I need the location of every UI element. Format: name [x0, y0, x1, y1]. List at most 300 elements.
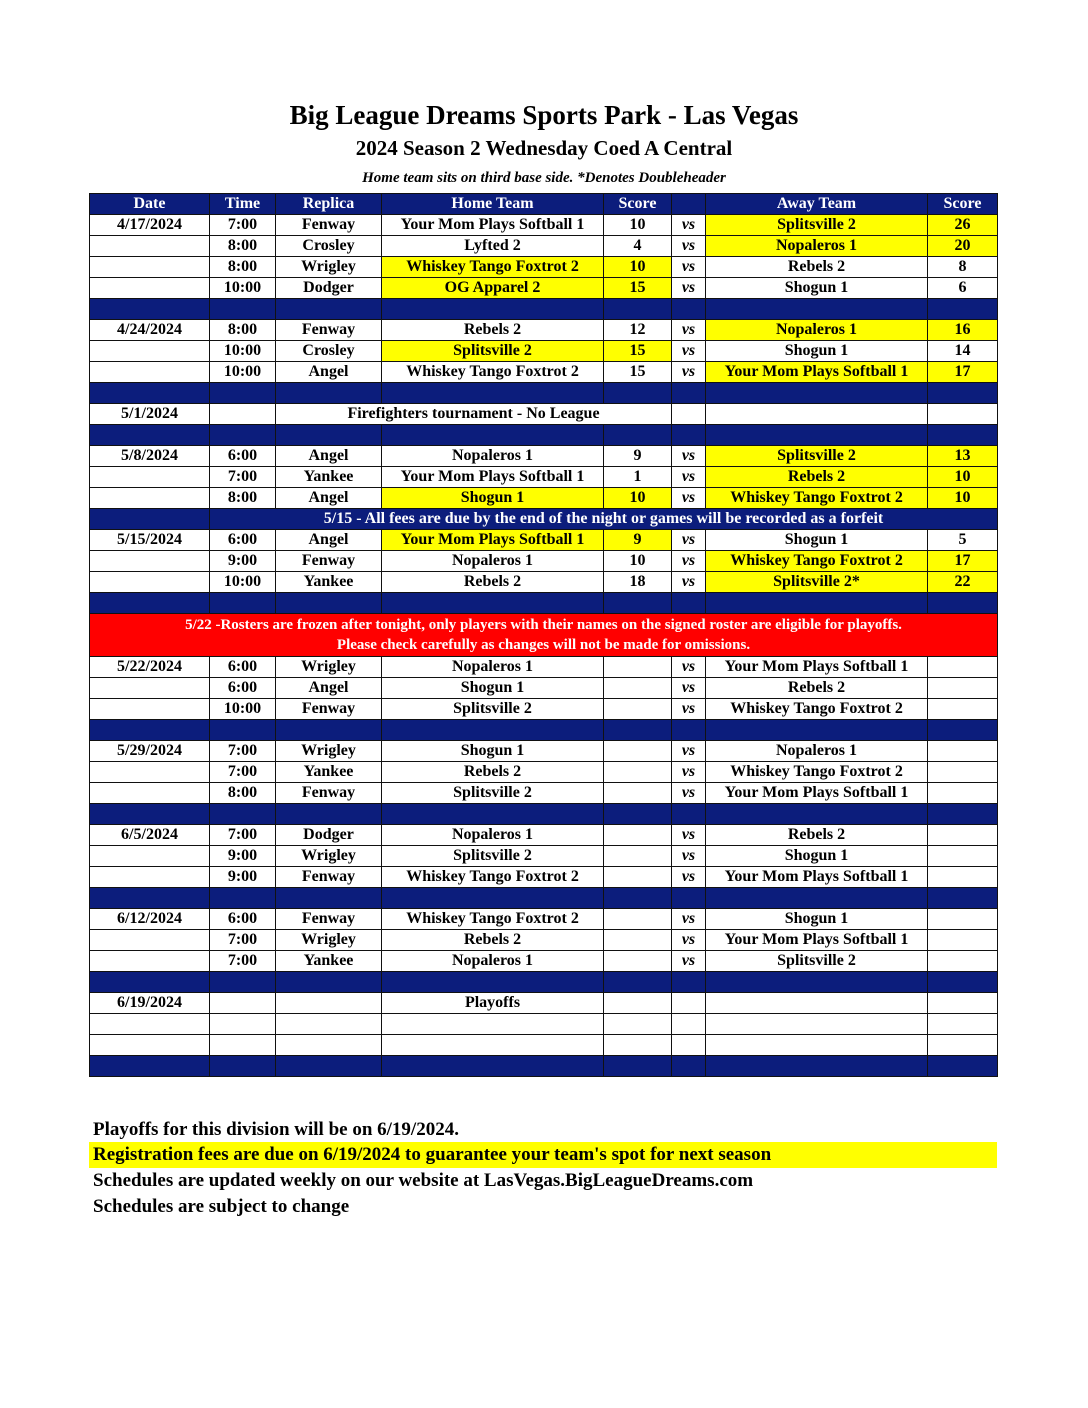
game-date — [90, 951, 210, 972]
home-score: 18 — [604, 572, 672, 593]
separator-cell — [382, 383, 604, 404]
away-team: Shogun 1 — [706, 278, 928, 299]
game-row — [90, 320, 998, 341]
empty-cell — [706, 1014, 928, 1035]
away-team: Rebels 2 — [706, 825, 928, 846]
empty-cell — [604, 1035, 672, 1056]
game-date — [90, 867, 210, 888]
game-time — [210, 993, 276, 1014]
away-score — [928, 657, 998, 678]
separator-cell — [672, 299, 706, 320]
separator-cell — [928, 299, 998, 320]
col-vs — [672, 194, 706, 215]
page-subtitle: 2024 Season 2 Wednesday Coed A Central — [355, 136, 733, 160]
vs-label: vs — [672, 930, 706, 951]
home-score — [604, 783, 672, 804]
col-home-score: Score — [604, 194, 672, 215]
game-time: 8:00 — [210, 320, 276, 341]
vs-label: vs — [672, 783, 706, 804]
separator-cell — [672, 383, 706, 404]
home-team: Splitsville 2 — [382, 846, 604, 867]
empty-cell — [706, 993, 928, 1014]
empty-cell — [604, 993, 672, 1014]
game-date: 4/17/2024 — [90, 215, 210, 236]
game-field: Wrigley — [276, 257, 382, 278]
home-score — [604, 825, 672, 846]
away-score: 17 — [928, 362, 998, 383]
game-row — [90, 572, 998, 593]
empty-cell — [210, 1014, 276, 1035]
footer-change-note: Schedules are subject to change — [93, 1196, 350, 1217]
game-field: Yankee — [276, 467, 382, 488]
away-score — [928, 783, 998, 804]
separator-cell — [210, 1056, 276, 1077]
empty-cell — [928, 993, 998, 1014]
home-score: 15 — [604, 341, 672, 362]
away-score: 26 — [928, 215, 998, 236]
home-team: Whiskey Tango Foxtrot 2 — [382, 867, 604, 888]
away-team: Nopaleros 1 — [706, 320, 928, 341]
separator-cell — [276, 593, 382, 614]
separator-cell — [382, 972, 604, 993]
vs-label: vs — [672, 467, 706, 488]
separator-cell — [604, 593, 672, 614]
away-blank — [706, 404, 928, 425]
roster-alert — [90, 614, 998, 657]
home-score — [604, 846, 672, 867]
vs-label: vs — [672, 678, 706, 699]
home-team: Your Mom Plays Softball 1 — [382, 530, 604, 551]
away-team: Whiskey Tango Foxtrot 2 — [706, 488, 928, 509]
game-time: 10:00 — [210, 362, 276, 383]
away-score — [928, 951, 998, 972]
game-date: 5/29/2024 — [90, 741, 210, 762]
vs-label: vs — [672, 236, 706, 257]
separator-cell — [210, 804, 276, 825]
empty-cell — [210, 1035, 276, 1056]
footer-playoffs-note: Playoffs for this division will be on 6/19/2024. — [93, 1119, 459, 1140]
game-time: 7:00 — [210, 825, 276, 846]
game-field: Fenway — [276, 215, 382, 236]
game-row — [90, 825, 998, 846]
game-date — [90, 278, 210, 299]
separator-cell — [90, 720, 210, 741]
away-team: Whiskey Tango Foxtrot 2 — [706, 762, 928, 783]
home-team: Lyfted 2 — [382, 236, 604, 257]
separator-cell — [210, 299, 276, 320]
game-date: 4/24/2024 — [90, 320, 210, 341]
game-field: Angel — [276, 362, 382, 383]
game-row — [90, 762, 998, 783]
separator-cell — [276, 425, 382, 446]
separator-cell — [90, 593, 210, 614]
blank-row — [90, 1014, 998, 1035]
separator-cell — [276, 972, 382, 993]
home-team: Rebels 2 — [382, 572, 604, 593]
separator-cell — [604, 888, 672, 909]
away-score — [928, 867, 998, 888]
separator-cell — [90, 888, 210, 909]
away-score: 10 — [928, 467, 998, 488]
separator-cell — [706, 383, 928, 404]
vs-label: vs — [672, 278, 706, 299]
separator-row — [90, 888, 998, 909]
separator-cell — [90, 425, 210, 446]
vs-label: vs — [672, 551, 706, 572]
away-score: 22 — [928, 572, 998, 593]
col-home-team: Home Team — [382, 194, 604, 215]
separator-cell — [382, 425, 604, 446]
home-team: Shogun 1 — [382, 741, 604, 762]
game-row — [90, 867, 998, 888]
away-score — [928, 825, 998, 846]
empty-cell — [604, 1014, 672, 1035]
away-score: 10 — [928, 488, 998, 509]
separator-cell — [90, 383, 210, 404]
separator-cell — [210, 720, 276, 741]
game-date — [90, 362, 210, 383]
score-blank — [928, 404, 998, 425]
away-team: Nopaleros 1 — [706, 236, 928, 257]
game-date: 5/8/2024 — [90, 446, 210, 467]
separator-cell — [672, 1056, 706, 1077]
home-score: 4 — [604, 236, 672, 257]
separator-cell — [210, 972, 276, 993]
game-row — [90, 699, 998, 720]
game-field: Fenway — [276, 867, 382, 888]
game-time: 7:00 — [210, 930, 276, 951]
game-field: Wrigley — [276, 657, 382, 678]
away-team: Your Mom Plays Softball 1 — [706, 930, 928, 951]
separator-cell — [210, 425, 276, 446]
separator-cell — [672, 972, 706, 993]
game-field: Dodger — [276, 278, 382, 299]
separator-cell — [276, 1056, 382, 1077]
game-date — [90, 467, 210, 488]
separator-cell — [928, 593, 998, 614]
game-date: 5/22/2024 — [90, 657, 210, 678]
home-team: Nopaleros 1 — [382, 446, 604, 467]
away-team: Rebels 2 — [706, 678, 928, 699]
home-score: 15 — [604, 278, 672, 299]
game-row — [90, 467, 998, 488]
home-score: 12 — [604, 320, 672, 341]
game-date — [90, 236, 210, 257]
separator-cell — [210, 383, 276, 404]
game-time: 10:00 — [210, 572, 276, 593]
game-time: 10:00 — [210, 699, 276, 720]
footer-website-note: Schedules are updated weekly on our website at LasVegas.BigLeagueDreams.com — [93, 1170, 754, 1191]
col-time: Time — [210, 194, 276, 215]
game-row — [90, 846, 998, 867]
away-score: 13 — [928, 446, 998, 467]
home-team: Rebels 2 — [382, 320, 604, 341]
home-score — [604, 741, 672, 762]
game-time: 10:00 — [210, 341, 276, 362]
away-score: 5 — [928, 530, 998, 551]
away-team: Whiskey Tango Foxtrot 2 — [706, 699, 928, 720]
separator-cell — [276, 383, 382, 404]
game-date — [90, 678, 210, 699]
home-team: Rebels 2 — [382, 930, 604, 951]
game-field: Angel — [276, 488, 382, 509]
game-time: 9:00 — [210, 867, 276, 888]
vs-label: vs — [672, 825, 706, 846]
home-team: Whiskey Tango Foxtrot 2 — [382, 257, 604, 278]
separator-cell — [90, 804, 210, 825]
game-field: Crosley — [276, 236, 382, 257]
home-team: Splitsville 2 — [382, 699, 604, 720]
separator-cell — [382, 804, 604, 825]
game-field: Fenway — [276, 320, 382, 341]
separator-cell — [90, 299, 210, 320]
game-field: Wrigley — [276, 930, 382, 951]
separator-cell — [604, 299, 672, 320]
game-time: 6:00 — [210, 530, 276, 551]
separator-cell — [90, 1056, 210, 1077]
fee-notice: 5/15 - All fees are due by the end of the night or games will be recorded as a forfeit — [210, 509, 998, 530]
game-time: 8:00 — [210, 257, 276, 278]
vs-label: vs — [672, 362, 706, 383]
col-replica: Replica — [276, 194, 382, 215]
game-time: 9:00 — [210, 846, 276, 867]
away-score: 14 — [928, 341, 998, 362]
separator-cell — [382, 1056, 604, 1077]
separator-cell — [604, 425, 672, 446]
away-score: 6 — [928, 278, 998, 299]
vs-label: vs — [672, 215, 706, 236]
vs-label: vs — [672, 909, 706, 930]
game-row — [90, 783, 998, 804]
vs-label: vs — [672, 446, 706, 467]
notice-row — [90, 509, 998, 530]
game-time: 7:00 — [210, 467, 276, 488]
vs-label: vs — [672, 846, 706, 867]
game-row — [90, 741, 998, 762]
separator-cell — [672, 425, 706, 446]
game-field: Yankee — [276, 572, 382, 593]
separator-cell — [928, 1056, 998, 1077]
vs-label: vs — [672, 572, 706, 593]
separator-cell — [90, 972, 210, 993]
game-row — [90, 951, 998, 972]
away-team: Rebels 2 — [706, 257, 928, 278]
game-row — [90, 530, 998, 551]
away-team: Splitsville 2 — [706, 446, 928, 467]
away-score: 17 — [928, 551, 998, 572]
game-date — [90, 762, 210, 783]
home-score — [604, 951, 672, 972]
away-team: Splitsville 2 — [706, 215, 928, 236]
separator-cell — [210, 593, 276, 614]
vs-label: vs — [672, 657, 706, 678]
game-date — [90, 699, 210, 720]
separator-cell — [382, 888, 604, 909]
separator-cell — [928, 972, 998, 993]
home-team: Shogun 1 — [382, 678, 604, 699]
home-score: 10 — [604, 551, 672, 572]
game-field: Fenway — [276, 783, 382, 804]
separator-cell — [382, 720, 604, 741]
home-team: Splitsville 2 — [382, 341, 604, 362]
event-note: Firefighters tournament - No League — [276, 404, 672, 425]
game-time: 7:00 — [210, 741, 276, 762]
separator-cell — [276, 720, 382, 741]
empty-cell — [276, 1014, 382, 1035]
separator-row — [90, 593, 998, 614]
empty-cell — [928, 1035, 998, 1056]
separator-cell — [604, 972, 672, 993]
home-team: Your Mom Plays Softball 1 — [382, 215, 604, 236]
home-team: Nopaleros 1 — [382, 951, 604, 972]
home-score — [604, 699, 672, 720]
vs-label: vs — [672, 257, 706, 278]
away-score: 8 — [928, 257, 998, 278]
separator-cell — [672, 593, 706, 614]
away-team: Shogun 1 — [706, 909, 928, 930]
game-date — [90, 783, 210, 804]
game-time: 8:00 — [210, 783, 276, 804]
separator-row — [90, 1056, 998, 1077]
notice-spacer — [90, 509, 210, 530]
vs-label: vs — [672, 741, 706, 762]
away-team: Your Mom Plays Softball 1 — [706, 867, 928, 888]
away-team: Splitsville 2 — [706, 951, 928, 972]
game-row — [90, 551, 998, 572]
away-score — [928, 909, 998, 930]
game-field: Yankee — [276, 762, 382, 783]
separator-cell — [276, 299, 382, 320]
home-score — [604, 867, 672, 888]
blank-row — [90, 1035, 998, 1056]
game-time: 10:00 — [210, 278, 276, 299]
home-team: OG Apparel 2 — [382, 278, 604, 299]
separator-cell — [382, 299, 604, 320]
game-time: 6:00 — [210, 909, 276, 930]
separator-row — [90, 383, 998, 404]
home-team: Shogun 1 — [382, 488, 604, 509]
vs-label: vs — [672, 762, 706, 783]
away-team: Your Mom Plays Softball 1 — [706, 783, 928, 804]
separator-cell — [706, 804, 928, 825]
away-score: 16 — [928, 320, 998, 341]
separator-cell — [706, 425, 928, 446]
separator-row — [90, 804, 998, 825]
game-field — [276, 993, 382, 1014]
home-score — [604, 678, 672, 699]
empty-cell — [672, 993, 706, 1014]
separator-cell — [604, 804, 672, 825]
away-score — [928, 741, 998, 762]
game-field: Angel — [276, 678, 382, 699]
game-time: 8:00 — [210, 488, 276, 509]
empty-cell — [928, 1014, 998, 1035]
home-score — [604, 909, 672, 930]
away-score — [928, 930, 998, 951]
game-row — [90, 215, 998, 236]
roster-alert-line-2: Please check carefully as changes will not be made for omissions. — [336, 637, 751, 653]
separator-cell — [276, 888, 382, 909]
game-field: Angel — [276, 446, 382, 467]
empty-cell — [706, 1035, 928, 1056]
no-league-row — [90, 404, 998, 425]
away-team: Splitsville 2* — [706, 572, 928, 593]
game-time: 8:00 — [210, 236, 276, 257]
separator-cell — [928, 383, 998, 404]
playoff-label: Playoffs — [382, 993, 604, 1014]
game-row — [90, 362, 998, 383]
footer-registration-note: Registration fees are due on 6/19/2024 to guarantee your team's spot for next season — [89, 1142, 997, 1168]
game-date: 5/15/2024 — [90, 530, 210, 551]
separator-cell — [928, 804, 998, 825]
game-date: 6/19/2024 — [90, 993, 210, 1014]
separator-cell — [706, 888, 928, 909]
game-date — [90, 930, 210, 951]
game-row — [90, 909, 998, 930]
vs-label: vs — [672, 488, 706, 509]
game-row — [90, 236, 998, 257]
home-score: 10 — [604, 488, 672, 509]
game-field: Wrigley — [276, 741, 382, 762]
table-header-row — [90, 194, 998, 215]
home-score: 15 — [604, 362, 672, 383]
game-time: 6:00 — [210, 657, 276, 678]
game-row — [90, 446, 998, 467]
separator-cell — [706, 720, 928, 741]
separator-cell — [382, 593, 604, 614]
game-date: 5/1/2024 — [90, 404, 210, 425]
game-time: 7:00 — [210, 762, 276, 783]
game-date — [90, 257, 210, 278]
separator-row — [90, 425, 998, 446]
vs-label: vs — [672, 341, 706, 362]
game-date: 6/12/2024 — [90, 909, 210, 930]
home-score — [604, 657, 672, 678]
game-date — [90, 488, 210, 509]
separator-row — [90, 720, 998, 741]
empty-cell — [382, 1014, 604, 1035]
away-team: Rebels 2 — [706, 467, 928, 488]
game-row — [90, 930, 998, 951]
game-field: Crosley — [276, 341, 382, 362]
separator-cell — [706, 299, 928, 320]
empty-cell — [276, 1035, 382, 1056]
separator-cell — [706, 1056, 928, 1077]
home-team: Nopaleros 1 — [382, 825, 604, 846]
game-field: Angel — [276, 530, 382, 551]
separator-cell — [706, 593, 928, 614]
game-field: Fenway — [276, 551, 382, 572]
separator-cell — [210, 888, 276, 909]
col-date: Date — [90, 194, 210, 215]
home-team: Whiskey Tango Foxtrot 2 — [382, 362, 604, 383]
col-away-score: Score — [928, 194, 998, 215]
empty-cell — [90, 1035, 210, 1056]
separator-cell — [672, 888, 706, 909]
away-team: Your Mom Plays Softball 1 — [706, 362, 928, 383]
game-time: 6:00 — [210, 678, 276, 699]
game-time: 7:00 — [210, 951, 276, 972]
vs-label: vs — [672, 951, 706, 972]
game-row — [90, 278, 998, 299]
away-score — [928, 699, 998, 720]
away-team: Your Mom Plays Softball 1 — [706, 657, 928, 678]
away-team: Nopaleros 1 — [706, 741, 928, 762]
playoff-row — [90, 993, 998, 1014]
game-row — [90, 488, 998, 509]
away-team: Shogun 1 — [706, 846, 928, 867]
home-team: Your Mom Plays Softball 1 — [382, 467, 604, 488]
